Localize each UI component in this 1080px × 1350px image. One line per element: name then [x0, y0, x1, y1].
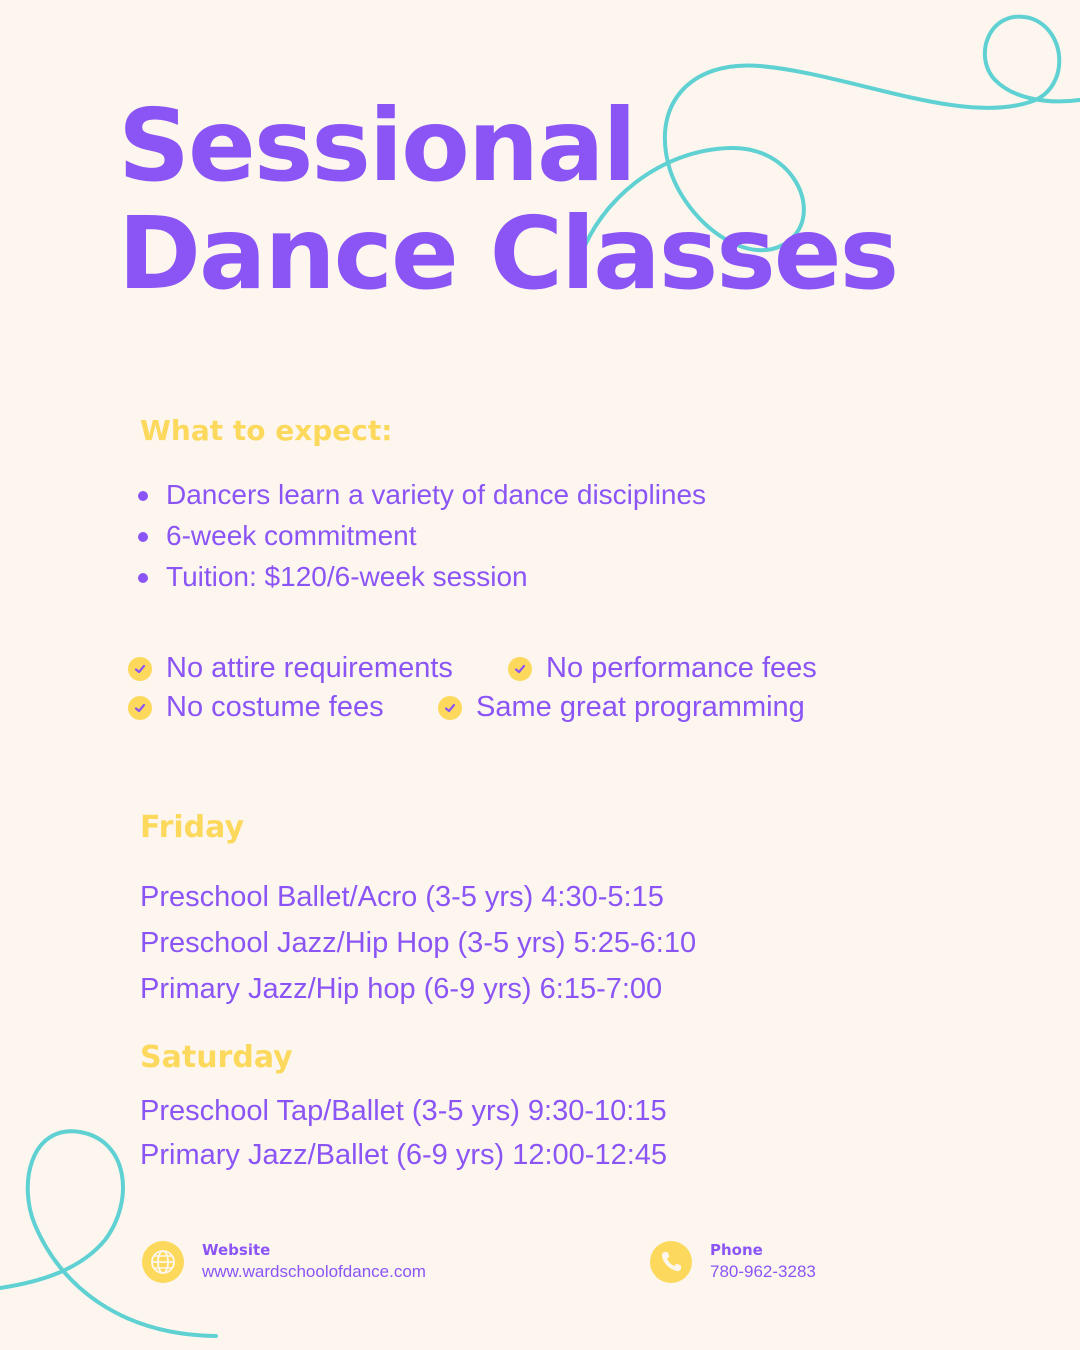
friday-heading: Friday — [140, 810, 245, 845]
feature-label: Same great programming — [476, 691, 805, 723]
phone-label: Phone — [710, 1241, 763, 1259]
feature-item — [438, 691, 805, 724]
saturday-heading: Saturday — [140, 1040, 293, 1075]
feature-item — [128, 691, 384, 724]
class-item: Preschool Tap/Ballet (3-5 yrs) 9:30-10:15 — [140, 1095, 667, 1127]
check-circle-icon — [508, 657, 532, 681]
website-contact — [142, 1240, 426, 1284]
feature-label: No attire requirements — [166, 652, 453, 684]
class-item: Primary Jazz/Hip hop (6-9 yrs) 6:15-7:00 — [140, 973, 663, 1005]
check-circle-icon — [128, 657, 152, 681]
feature-item — [508, 652, 817, 685]
feature-item — [128, 652, 453, 685]
friday-class-list — [140, 874, 696, 1012]
list-item: Dancers learn a variety of dance disciplines — [136, 474, 706, 515]
check-circle-icon — [128, 696, 152, 720]
page-title — [118, 87, 898, 312]
class-item: Preschool Ballet/Acro (3-5 yrs) 4:30-5:15 — [140, 881, 664, 913]
check-circle-icon — [438, 696, 462, 720]
class-item: Preschool Jazz/Hip Hop (3-5 yrs) 5:25-6:10 — [140, 927, 697, 959]
title-line-1: Sessional — [118, 87, 635, 204]
globe-icon — [142, 1241, 184, 1283]
feature-label: No performance fees — [546, 652, 817, 684]
expect-heading: What to expect: — [140, 414, 393, 447]
phone-number[interactable]: 780-962-3283 — [710, 1262, 816, 1281]
class-item: Primary Jazz/Ballet (6-9 yrs) 12:00-12:45 — [140, 1139, 668, 1171]
website-label: Website — [202, 1241, 271, 1259]
feature-label: No costume fees — [166, 691, 384, 723]
expect-list — [136, 474, 706, 597]
phone-contact — [650, 1240, 816, 1284]
website-link[interactable]: www.wardschoolofdance.com — [202, 1262, 426, 1281]
phone-icon — [650, 1241, 692, 1283]
list-item: Tuition: $120/6-week session — [136, 556, 706, 597]
list-item: 6-week commitment — [136, 515, 706, 556]
title-line-2: Dance Classes — [118, 195, 898, 312]
saturday-class-list — [140, 1089, 667, 1177]
